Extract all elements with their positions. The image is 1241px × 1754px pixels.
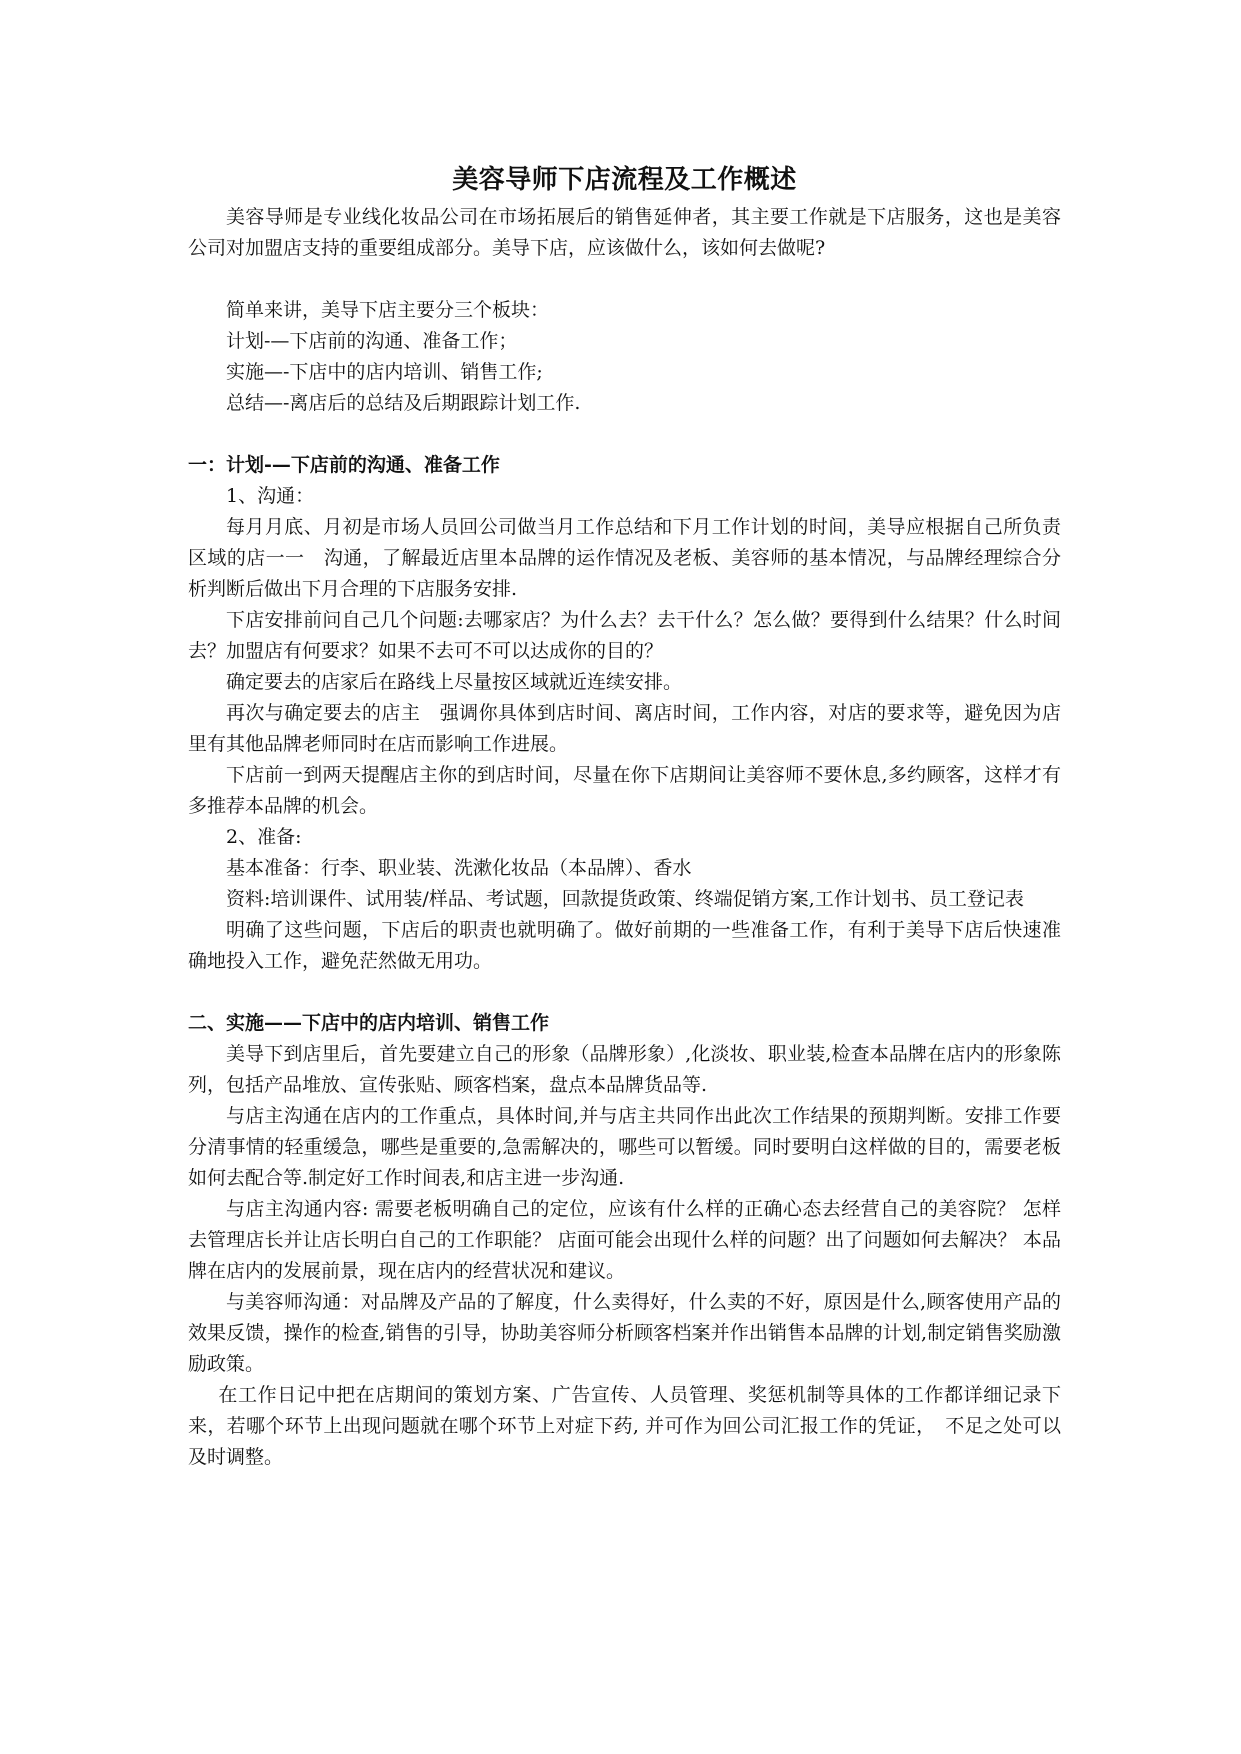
summary-item-implement: 实施—-下店中的店内培训、销售工作; (226, 361, 543, 383)
summary-lead: 简单来讲，美导下店主要分三个板块： (226, 299, 550, 321)
section1-paragraph: 确定要去的店家后在路线上尽量按区域就近连续安排。 (226, 671, 683, 693)
section1-paragraph: 下店安排前问自己几个问题:去哪家店？为什么去？去干什么？怎么做？要得到什么结果？什么时间去？加盟店有何要求？如果不去可不可以达成你的目的？ (188, 609, 1061, 662)
prep-materials: 资料:培训课件、试用装/样品、考试题，回款提货政策、终端促销方案,工作计划书、员工登记表 (226, 888, 1024, 910)
section2-paragraph: 在工作日记中把在店期间的策划方案、广告宣传、人员管理、奖惩机制等具体的工作都详细记录下来，若哪个环节上出现问题就在哪个环节上对症下药, 并可作为回公司汇报工作的凭证， 不足之处可以及时调整。 (188, 1384, 1061, 1468)
prep-basic: 基本准备：行李、职业装、洗漱化妆品（本品牌）、香水 (226, 857, 692, 879)
section1-subheading-communicate: 1、沟通： (226, 485, 315, 507)
section1-heading: 一：计划-—下店前的沟通、准备工作 (188, 454, 500, 476)
summary-item-conclude: 总结—-离店后的总结及后期跟踪计划工作. (226, 392, 581, 414)
spacer (188, 264, 1061, 295)
intro-paragraph: 美容导师是专业线化妆品公司在市场拓展后的销售延伸者，其主要工作就是下店服务，这也是美容公司对加盟店支持的重要组成部分。美导下店，应该做什么，该如何去做呢? (188, 206, 1061, 259)
section1-paragraph: 下店前一到两天提醒店主你的到店时间，尽量在你下店期间让美容师不要休息,多约顾客，这样才有多推荐本品牌的机会。 (188, 764, 1061, 817)
summary-item-plan: 计划-—下店前的沟通、准备工作； (226, 330, 518, 352)
document-content (188, 160, 1061, 1473)
section2-paragraph: 与店主沟通在店内的工作重点，具体时间,并与店主共同作出此次工作结果的预期判断。安排工作要分清事情的轻重缓急，哪些是重要的,急需解决的，哪些可以暂缓。同时要明白这样做的目的，需要老板如何去配合等.制定好工作时间表,和店主进一步沟通. (188, 1105, 1061, 1189)
section1-subheading-prepare: 2、准备: (226, 826, 302, 848)
section2-paragraph: 与店主沟通内容: 需要老板明确自己的定位，应该有什么样的正确心态去经营自己的美容院？ 怎样去管理店长并让店长明白自己的工作职能？ 店面可能会出现什么样的问题？出了问题如何去解决？ 本品牌在店内的发展前景，现在店内的经营状况和建议。 (188, 1198, 1061, 1282)
spacer (188, 419, 1061, 450)
section2-paragraph: 美导下到店里后，首先要建立自己的形象（品牌形象）,化淡妆、职业装,检查本品牌在店内的形象陈列，包括产品堆放、宣传张贴、顾客档案，盘点本品牌货品等. (188, 1043, 1061, 1096)
prep-conclusion: 明确了这些问题，下店后的职责也就明确了。做好前期的一些准备工作，有利于美导下店后快速准确地投入工作，避免茫然做无用功。 (188, 919, 1061, 972)
section2-paragraph: 与美容师沟通：对品牌及产品的了解度，什么卖得好，什么卖的不好，原因是什么,顾客使用产品的效果反馈，操作的检查,销售的引导，协助美容师分析顾客档案并作出销售本品牌的计划,制定销售奖励激励政策。 (188, 1291, 1061, 1375)
section2-heading: 二、实施——下店中的店内培训、销售工作 (188, 1012, 550, 1034)
section1-paragraph: 再次与确定要去的店主 强调你具体到店时间、离店时间，工作内容，对店的要求等，避免因为店里有其他品牌老师同时在店而影响工作进展。 (188, 702, 1061, 755)
spacer (188, 977, 1061, 1008)
document-title: 美容导师下店流程及工作概述 (452, 165, 797, 195)
section1-paragraph: 每月月底、月初是市场人员回公司做当月工作总结和下月工作计划的时间，美导应根据自己所负责区域的店一一 沟通，了解最近店里本品牌的运作情况及老板、美容师的基本情况，与品牌经理综合分析判断后做出下月合理的下店服务安排. (188, 516, 1061, 600)
